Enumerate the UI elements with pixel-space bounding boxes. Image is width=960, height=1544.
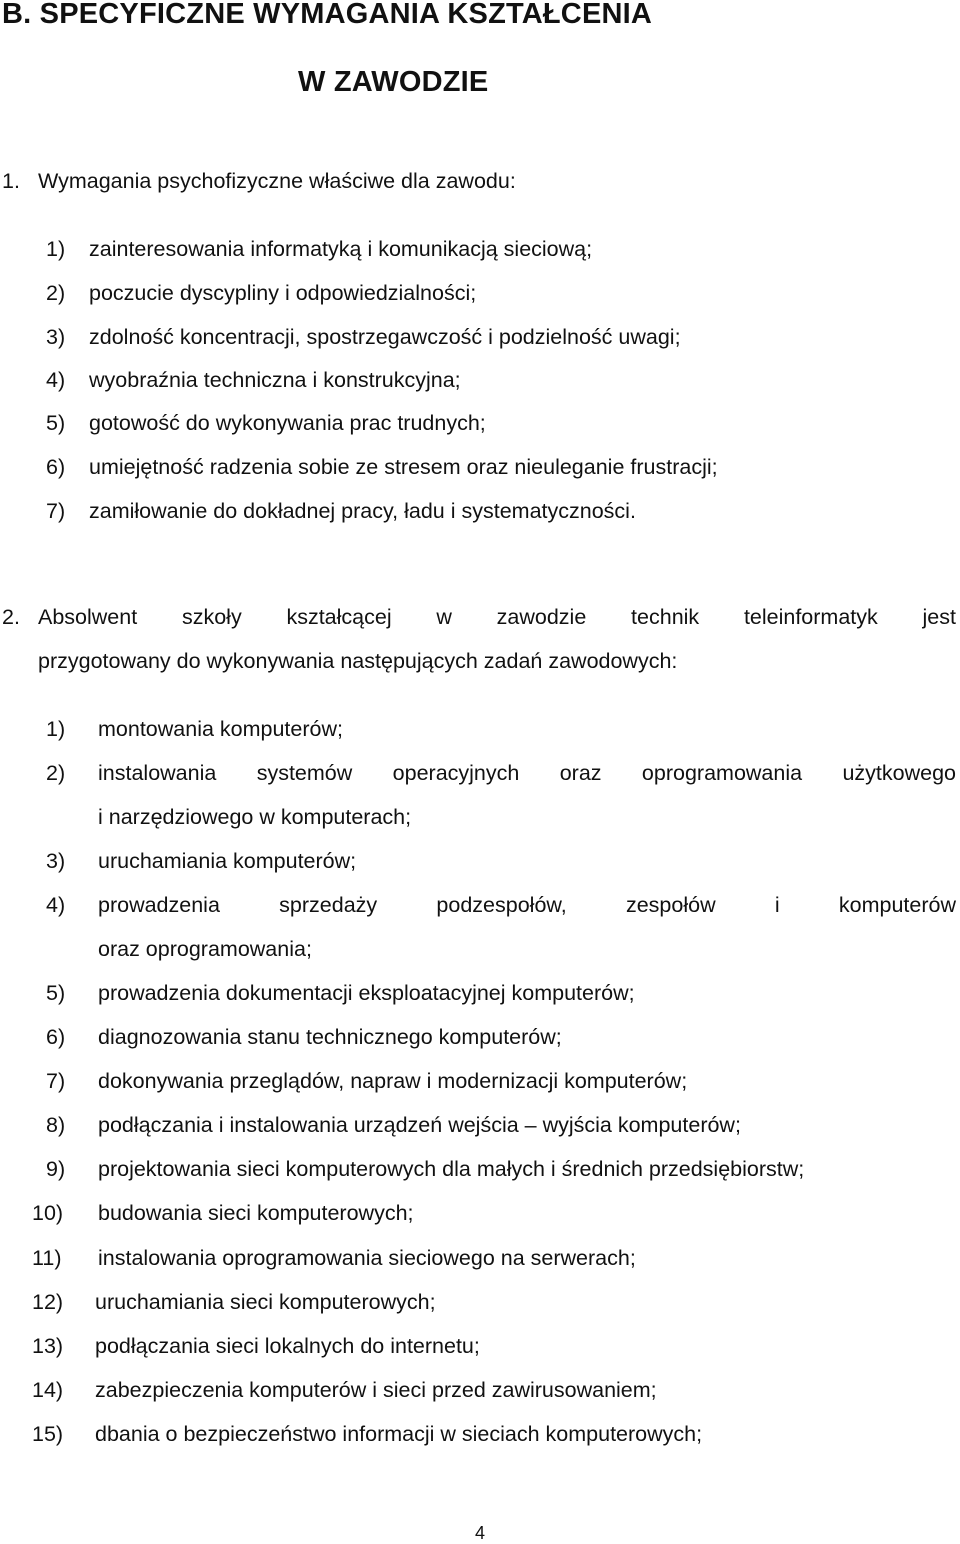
list-item-number: 5) bbox=[46, 981, 66, 1005]
list-item-text: zainteresowania informatyką i komunikacją sieciową; bbox=[89, 237, 593, 261]
list-item-number: 12) bbox=[32, 1290, 64, 1314]
part1-number: 1. bbox=[2, 169, 20, 193]
part1-heading: Wymagania psychofizyczne właściwe dla zawodu: bbox=[38, 169, 516, 193]
list-item-text: instalowania oprogramowania sieciowego na serwerach; bbox=[98, 1246, 636, 1270]
list-item-number: 8) bbox=[46, 1113, 66, 1137]
part2-heading-line2: przygotowany do wykonywania następujących zadań zawodowych: bbox=[38, 649, 678, 673]
list-item-number: 1) bbox=[46, 717, 66, 741]
section-title-line2: W ZAWODZIE bbox=[298, 66, 489, 98]
list-item-text: montowania komputerów; bbox=[98, 717, 343, 741]
list-item-number: 11) bbox=[32, 1246, 62, 1270]
list-item-number: 2) bbox=[46, 281, 66, 305]
page-number: 4 bbox=[474, 1523, 485, 1543]
list-item-number: 9) bbox=[46, 1157, 66, 1181]
list-item-number: 6) bbox=[46, 1025, 66, 1049]
list-item-number: 14) bbox=[32, 1378, 64, 1402]
list-item-text: podłączania i instalowania urządzeń wejścia – wyjścia komputerów; bbox=[98, 1113, 741, 1137]
list-item-text-continued: i narzędziowego w komputerach; bbox=[98, 805, 412, 829]
part2-number: 2. bbox=[2, 605, 20, 629]
list-item-text: diagnozowania stanu technicznego komputerów; bbox=[98, 1025, 562, 1049]
list-item-number: 1) bbox=[46, 237, 66, 261]
list-item-text: zdolność koncentracji, spostrzegawczość i podzielność uwagi; bbox=[89, 325, 681, 349]
list-item-number: 7) bbox=[46, 1069, 66, 1093]
list-item-text: budowania sieci komputerowych; bbox=[98, 1201, 414, 1225]
list-item-text: projektowania sieci komputerowych dla małych i średnich przedsiębiorstw; bbox=[98, 1157, 805, 1181]
list-item-number: 13) bbox=[32, 1334, 64, 1358]
list-item-text-continued: oraz oprogramowania; bbox=[98, 937, 312, 961]
list-item-number: 10) bbox=[32, 1201, 64, 1225]
part2-heading-line1: Absolwent szkoły kształcącej w zawodzie technik teleinformatyk jest bbox=[38, 605, 956, 629]
list-item-number: 15) bbox=[32, 1422, 64, 1446]
list-item-text: prowadzenia sprzedaży podzespołów, zespołów i komputerów bbox=[98, 893, 956, 917]
list-item-number: 6) bbox=[46, 455, 66, 479]
list-item-number: 3) bbox=[46, 325, 66, 349]
list-item-text: wyobraźnia techniczna i konstrukcyjna; bbox=[89, 368, 461, 392]
list-item-number: 4) bbox=[46, 893, 66, 917]
list-item-number: 7) bbox=[46, 499, 66, 523]
list-item-text: podłączania sieci lokalnych do internetu; bbox=[95, 1334, 480, 1358]
list-item-number: 3) bbox=[46, 849, 66, 873]
list-item-text: gotowość do wykonywania prac trudnych; bbox=[89, 411, 486, 435]
list-item-text: umiejętność radzenia sobie ze stresem oraz nieuleganie frustracji; bbox=[89, 455, 718, 479]
list-item-number: 4) bbox=[46, 368, 66, 392]
list-item-text: dokonywania przeglądów, napraw i modernizacji komputerów; bbox=[98, 1069, 688, 1093]
list-item-text: poczucie dyscypliny i odpowiedzialności; bbox=[89, 281, 477, 305]
list-item-text: prowadzenia dokumentacji eksploatacyjnej komputerów; bbox=[98, 981, 635, 1005]
section-title-line1: B. SPECYFICZNE WYMAGANIA KSZTAŁCENIA bbox=[2, 0, 653, 30]
list-item-text: dbania o bezpieczeństwo informacji w sieciach komputerowych; bbox=[95, 1422, 703, 1446]
list-item-number: 5) bbox=[46, 411, 66, 435]
list-item-number: 2) bbox=[46, 761, 66, 785]
list-item-text: uruchamiania komputerów; bbox=[98, 849, 357, 873]
list-item-text: uruchamiania sieci komputerowych; bbox=[95, 1290, 436, 1314]
list-item-text: instalowania systemów operacyjnych oraz oprogramowania użytkowego bbox=[98, 761, 956, 785]
list-item-text: zabezpieczenia komputerów i sieci przed zawirusowaniem; bbox=[95, 1378, 657, 1402]
list-item-text: zamiłowanie do dokładnej pracy, ładu i systematyczności. bbox=[89, 499, 636, 523]
